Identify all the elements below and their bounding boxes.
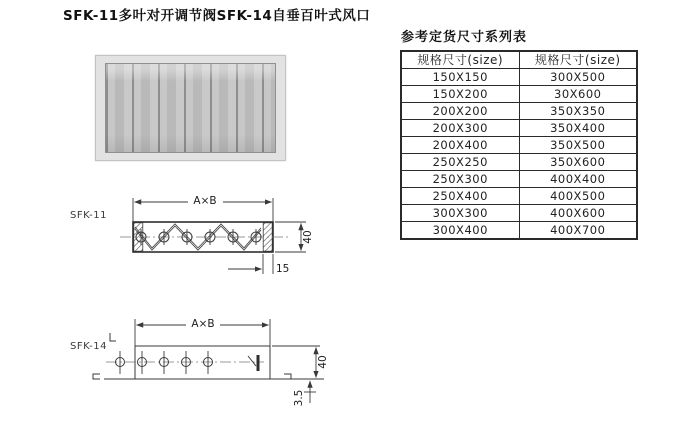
size-cell: 400X400 (519, 171, 637, 188)
size-column-header: 规格尺寸(size) (401, 51, 519, 69)
size-column-header: 规格尺寸(size) (519, 51, 637, 69)
dim-label-axb-sfk11: A×B (193, 195, 217, 207)
table-row (401, 222, 637, 240)
dim-blade-sfk14 (293, 381, 316, 406)
table-row (401, 171, 637, 188)
size-cell: 350X600 (519, 154, 637, 171)
table-header-row (401, 51, 637, 69)
drawing-label-sfk11: SFK-11 (70, 210, 107, 221)
size-cell: 150X150 (401, 69, 519, 86)
dim-label-15-sfk11: 15 (276, 263, 290, 275)
size-cell: 350X400 (519, 120, 637, 137)
table-row (401, 103, 637, 120)
size-table-block (400, 26, 640, 240)
corner-mark-top-left (110, 333, 116, 341)
drawing-sfk11 (58, 192, 338, 292)
size-cell: 250X250 (401, 154, 519, 171)
drawing-sfk14 (58, 308, 398, 426)
size-cell: 300X400 (401, 222, 519, 240)
size-cell: 30X600 (519, 86, 637, 103)
dim-width-sfk11 (133, 195, 273, 222)
table-row (401, 120, 637, 137)
table-row (401, 69, 637, 86)
size-cell: 300X300 (401, 205, 519, 222)
size-cell: 200X300 (401, 120, 519, 137)
product-photo (95, 55, 286, 161)
dim-width-sfk14 (135, 318, 270, 346)
table-row (401, 137, 637, 154)
drawing-label-sfk14: SFK-14 (70, 341, 107, 352)
size-cell: 250X400 (401, 188, 519, 205)
page-title: SFK-11多叶对开调节阀SFK-14自垂百叶式风口 (63, 8, 371, 24)
size-cell: 400X700 (519, 222, 637, 240)
corner-mark-bottom-left (93, 374, 100, 379)
dim-flange-sfk11 (228, 254, 289, 275)
louver-section-sfk14 (93, 333, 291, 379)
dim-label-40-sfk11: 40 (302, 230, 314, 244)
size-cell: 250X300 (401, 171, 519, 188)
dim-label-axb-sfk14: A×B (191, 318, 215, 330)
dim-label-3-5-sfk14: 3.5 (293, 389, 305, 407)
table-row (401, 86, 637, 103)
size-cell: 300X500 (519, 69, 637, 86)
size-cell: 350X500 (519, 137, 637, 154)
size-table (400, 50, 638, 240)
table-row (401, 205, 637, 222)
size-cell: 400X500 (519, 188, 637, 205)
corner-mark-bottom-right (284, 374, 291, 379)
size-cell: 150X200 (401, 86, 519, 103)
table-row (401, 154, 637, 171)
table-row (401, 188, 637, 205)
blade-pivots-sfk14 (116, 351, 213, 374)
size-cell: 200X400 (401, 137, 519, 154)
size-cell: 350X350 (519, 103, 637, 120)
size-table-title: 参考定货尺寸系列表 (401, 30, 528, 45)
dim-depth-sfk14 (272, 346, 329, 379)
damper-section-sfk11 (120, 222, 288, 252)
size-cell: 200X200 (401, 103, 519, 120)
dim-label-40-sfk14: 40 (317, 355, 329, 369)
size-cell: 400X600 (519, 205, 637, 222)
grille-slats-image (105, 63, 276, 153)
